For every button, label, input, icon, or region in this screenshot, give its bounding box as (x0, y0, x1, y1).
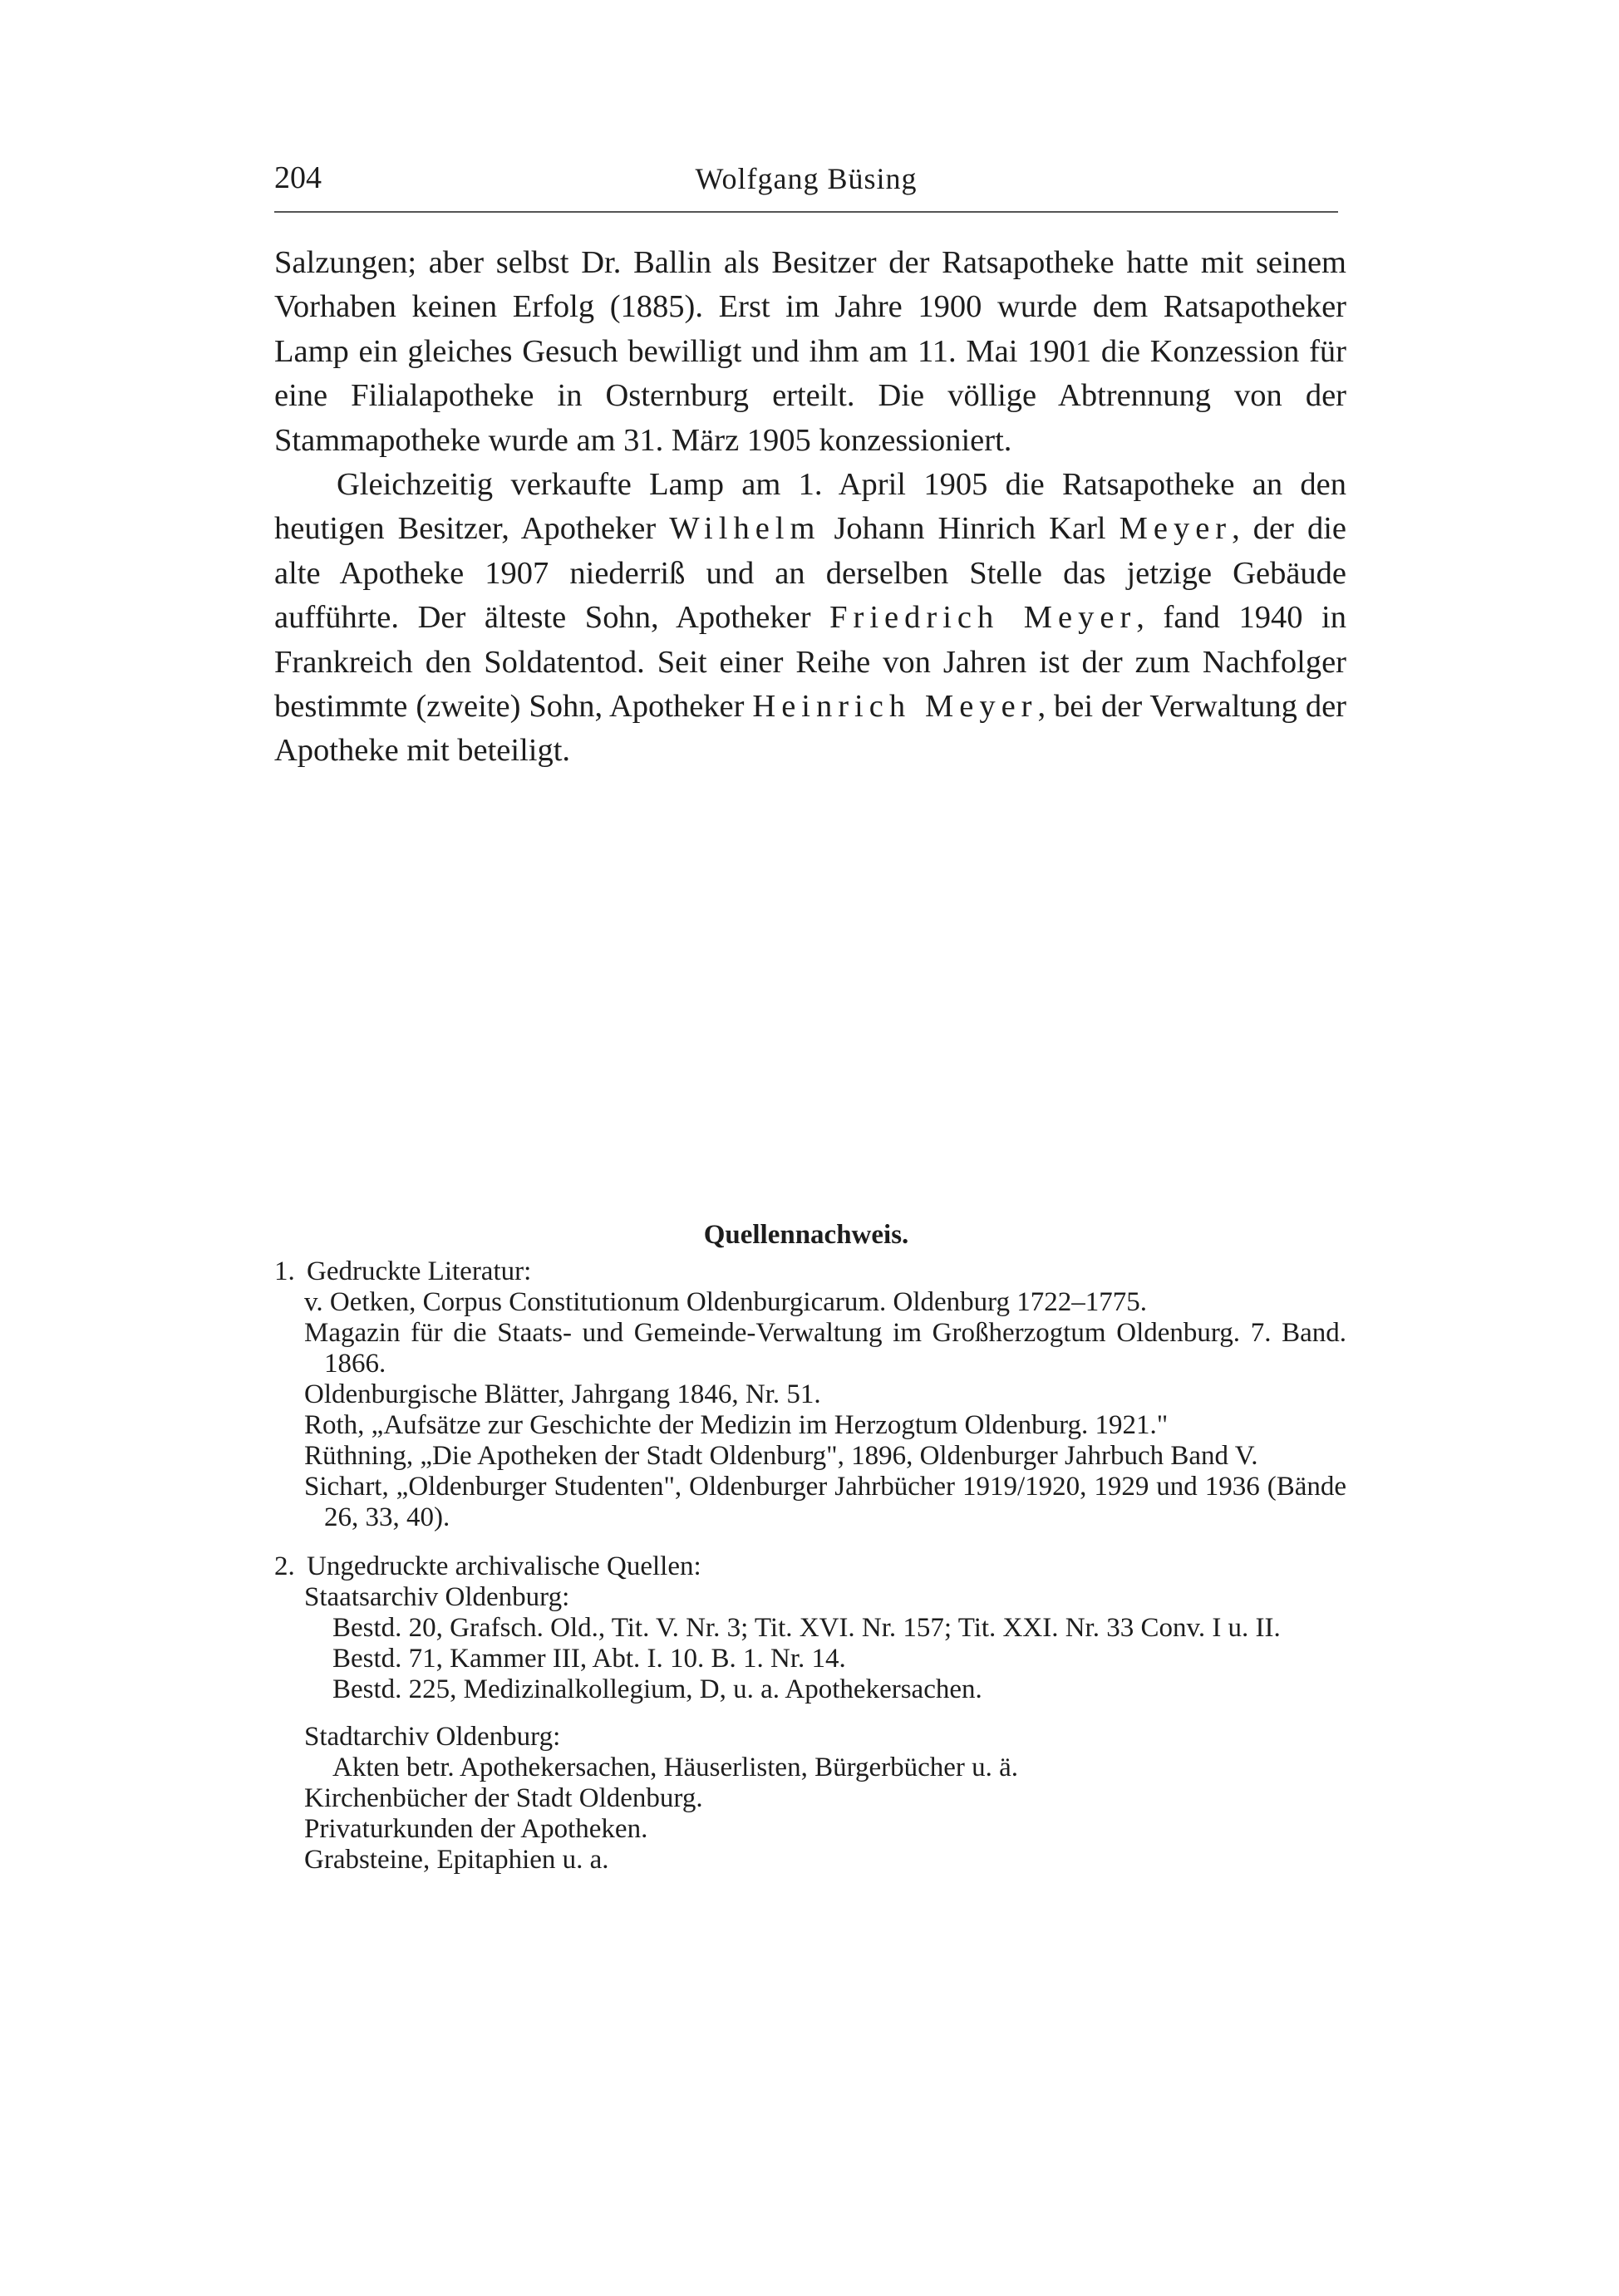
list-item: Kirchenbücher der Stadt Oldenburg. (304, 1783, 703, 1813)
list-item: v. Oetken, Corpus Constitutionum Oldenburgicarum. Oldenburg 1722–1775. (304, 1287, 1148, 1317)
list-item: Bestd. 225, Medizinalkollegium, D, u. a. Apothekersachen. (332, 1674, 982, 1704)
spaced-name: Heinrich Meyer (752, 689, 1038, 725)
section-number: 1. (274, 1256, 295, 1286)
list-item: Bestd. 71, Kammer III, Abt. I. 10. B. 1. Nr. 14. (332, 1644, 846, 1674)
archive-label: Staatsarchiv Oldenburg: (304, 1582, 570, 1612)
spaced-name: Wilhelm (669, 511, 821, 547)
paragraph-2 (274, 463, 1346, 774)
header-rule (274, 211, 1338, 213)
list-item: Privaturkunden der Apotheken. (304, 1814, 648, 1844)
spaced-name: Friedrich Meyer (829, 600, 1137, 636)
paragraph-1: Salzungen; aber selbst Dr. Ballin als Besitzer der Ratsapotheke hatte mit seinem Vorhaben keinen Erfolg (1885). Erst im Jahre 1900 wurde dem Ratsapotheker Lamp ein gleiches Gesuch bewilligt und ihm am 11. Mai 1901 die Konzession für eine Filialapotheke in Osternburg erteilt. Die völlige Abtrennung von der Stammapotheke wurde am 31. März 1905 konzessioniert. (274, 245, 1346, 458)
archive-label: Stadtarchiv Oldenburg: (304, 1722, 561, 1752)
page-header (274, 160, 1338, 203)
sources-list (274, 1256, 1346, 1876)
list-item: Akten betr. Apothekersachen, Häuserlisten, Bürgerbücher u. ä. (332, 1753, 1019, 1782)
list-item: Magazin für die Staats- und Gemeinde-Verwaltung im Großherzogtum Oldenburg. 7. Band. 1866. (304, 1318, 1346, 1379)
spaced-name: Meyer (1119, 511, 1233, 547)
list-item: Roth, „Aufsätze zur Geschichte der Medizin im Herzogtum Oldenburg. 1921." (304, 1410, 1169, 1440)
paragraph-2-text: Johann Hinrich Karl (820, 511, 1120, 547)
list-item: Grabsteine, Epitaphien u. a. (304, 1845, 609, 1875)
list-item: Bestd. 20, Grafsch. Old., Tit. V. Nr. 3; Tit. XVI. Nr. 157; Tit. XXI. Nr. 33 Conv. I u. II. (332, 1613, 1281, 1643)
paragraph-2-text: , bei der Verwaltung der Apotheke mit beteiligt. (274, 689, 1346, 769)
running-head: Wolfgang Büsing (695, 162, 918, 195)
section-title: Ungedruckte archivalische Quellen: (307, 1551, 701, 1581)
sources-title: Quellennachweis. (703, 1220, 909, 1250)
paragraph-2-text: , fand 1940 in Frankreich den Soldatentod. Seit einer Reihe von Jahren ist der zum Nachfolger bestimmte (zweite) Sohn, Apotheker (274, 600, 1347, 725)
section-heading (274, 1551, 1346, 1582)
page-number: 204 (274, 160, 322, 195)
section-number: 2. (274, 1551, 295, 1581)
list-item: Sichart, „Oldenburger Studenten", Oldenburger Jahrbücher 1919/1920, 1929 und 1936 (Bände 26, 33, 40). (304, 1472, 1346, 1532)
section-unprinted-sources (274, 1551, 1346, 1876)
paragraph-2-text: , der die alte Apotheke 1907 niederriß und an derselben Stelle das jetzige Gebäude aufführte. Der älteste Sohn, Apotheker (274, 511, 1346, 636)
list-item: Rüthning, „Die Apotheken der Stadt Oldenburg", 1896, Oldenburger Jahrbuch Band V. (304, 1441, 1258, 1471)
section-heading (274, 1256, 1346, 1287)
section-printed-literature (274, 1256, 1346, 1533)
body-text (274, 241, 1346, 774)
list-item: Oldenburgische Blätter, Jahrgang 1846, Nr. 51. (304, 1379, 821, 1409)
paragraph-2-text: Gleichzeitig verkaufte Lamp am 1. April 1905 die Ratsapotheke an den heutigen Besitzer, Apotheker (274, 467, 1346, 547)
section-title: Gedruckte Literatur: (307, 1256, 532, 1286)
